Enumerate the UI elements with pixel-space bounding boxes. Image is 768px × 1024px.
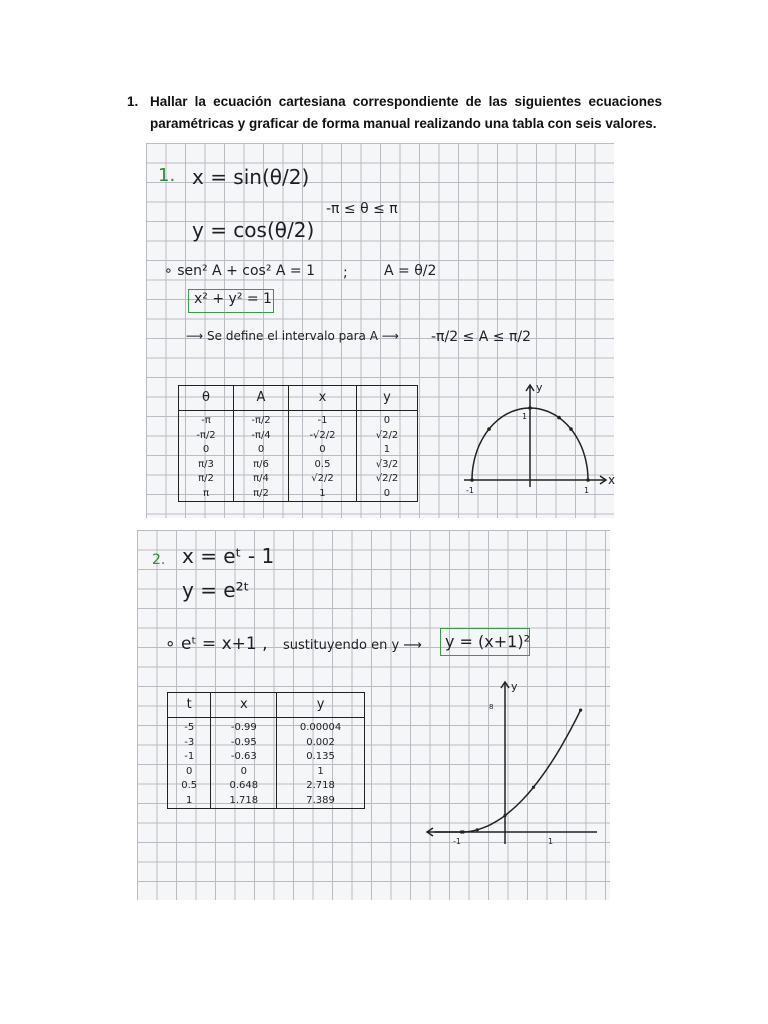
table-row — [179, 472, 418, 487]
table-row — [179, 429, 418, 444]
cartesian-result-2: y = (x+1)² — [445, 632, 530, 651]
data-point — [528, 406, 532, 410]
table-cell: √2/2 — [289, 472, 357, 487]
theta-range: -π ≤ θ ≤ π — [326, 201, 398, 217]
table-cell: 0 — [356, 487, 417, 502]
table-cell: 1 — [277, 765, 365, 780]
table-cell: 0.00004 — [277, 718, 365, 736]
table-row — [168, 779, 365, 794]
y-tick-8: 8 — [489, 703, 494, 711]
equation-x-2: x = eᵗ - 1 — [182, 544, 275, 568]
table-cell: √2/2 — [356, 472, 417, 487]
problem-1-header: θ — [179, 386, 234, 411]
table-cell: 1 — [168, 794, 211, 809]
table-cell: -π/2 — [179, 429, 234, 444]
interval-note: ⟶ Se define el intervalo para A ⟶ — [186, 329, 399, 343]
table-cell: 0.002 — [277, 736, 365, 751]
table-cell: 0.5 — [168, 779, 211, 794]
table-cell: -π/4 — [234, 429, 289, 444]
table-row — [168, 765, 365, 780]
table-cell: -0.99 — [211, 718, 277, 736]
table-cell: 1 — [289, 487, 357, 502]
parabola-curve — [435, 710, 581, 832]
problem-2-header: t — [168, 693, 211, 718]
table-cell: 7.389 — [277, 794, 365, 809]
problem-1-header: y — [356, 386, 417, 411]
table-cell: π/3 — [179, 458, 234, 473]
trig-identity: ∘ sen² A + cos² A = 1 — [164, 263, 315, 279]
interval: -π/2 ≤ A ≤ π/2 — [431, 329, 531, 345]
table-cell: 1.718 — [211, 794, 277, 809]
data-point — [569, 427, 573, 431]
table-cell: -0.95 — [211, 736, 277, 751]
question-number: 1. — [127, 94, 139, 109]
table-cell: 0 — [179, 443, 234, 458]
substitution-note: sustituyendo en y ⟶ — [283, 638, 422, 653]
problem-1-header: A — [234, 386, 289, 411]
table-cell: √3/2 — [356, 458, 417, 473]
table-2 — [167, 692, 365, 809]
x-axis-label: x — [608, 473, 616, 487]
equation-x: x = sin(θ/2) — [192, 165, 310, 189]
data-point — [470, 478, 474, 482]
x-tick-1-2: 1 — [548, 837, 554, 846]
y-axis-label: y — [536, 381, 543, 394]
problem-2-label: 2. — [152, 552, 166, 568]
table-cell: π/4 — [234, 472, 289, 487]
problem-2-header: y — [277, 693, 365, 718]
table-cell: -0.63 — [211, 750, 277, 765]
table-cell: -π — [179, 411, 234, 429]
substitution: A = θ/2 — [384, 263, 437, 279]
data-point — [476, 828, 479, 831]
problem-1-label: 1. — [158, 165, 176, 186]
table-row — [168, 794, 365, 809]
table-cell: -3 — [168, 736, 211, 751]
question-block — [127, 91, 662, 135]
table-cell: -√2/2 — [289, 429, 357, 444]
problem-2-photo — [137, 530, 610, 900]
data-point — [503, 814, 506, 817]
graph-1 — [456, 377, 616, 497]
parabola-points — [460, 709, 582, 834]
separator: ; — [343, 265, 348, 281]
table-cell: 0.135 — [277, 750, 365, 765]
table-cell: 0 — [168, 765, 211, 780]
table-cell: -π/2 — [234, 411, 289, 429]
cartesian-result: x² + y² = 1 — [194, 291, 272, 307]
graph-2 — [423, 678, 603, 848]
table-cell: 0 — [289, 443, 357, 458]
data-point — [462, 830, 465, 833]
data-point — [579, 709, 582, 712]
data-point — [586, 478, 590, 482]
y-axis-label-2: y — [511, 680, 518, 693]
table-cell: -5 — [168, 718, 211, 736]
table-cell: 1 — [356, 443, 417, 458]
y-tick-1: 1 — [522, 412, 528, 421]
table-cell: √2/2 — [356, 429, 417, 444]
data-point — [532, 786, 535, 789]
table-row — [179, 443, 418, 458]
table-cell: π/6 — [234, 458, 289, 473]
x-tick-neg1-2: -1 — [453, 837, 461, 846]
equation-y: y = cos(θ/2) — [192, 218, 315, 242]
problem-2-header: x — [211, 693, 277, 718]
problem-1-header: x — [289, 386, 357, 411]
table-cell: 2.718 — [277, 779, 365, 794]
data-point — [557, 416, 561, 420]
question-text: Hallar la ecuación cartesiana correspondiente de las siguientes ecuaciones paramétricas y graficar de forma manual realizando una tabla con seis valores. — [150, 94, 662, 131]
data-point — [487, 427, 491, 431]
table-row — [168, 736, 365, 751]
problem-1-photo — [146, 143, 614, 518]
table-row — [179, 487, 418, 502]
table-1 — [178, 385, 418, 502]
table-row — [179, 411, 418, 429]
table-cell: 0 — [211, 765, 277, 780]
table-cell: -1 — [289, 411, 357, 429]
x-tick-1: 1 — [584, 486, 590, 495]
table-cell: -1 — [168, 750, 211, 765]
table-cell: 0 — [234, 443, 289, 458]
x-tick-neg1: -1 — [466, 486, 474, 495]
table-cell: π — [179, 487, 234, 502]
identity-2: ∘ eᵗ = x+1 , — [165, 634, 268, 654]
equation-y-2: y = e²ᵗ — [182, 578, 250, 602]
table-cell: 0 — [356, 411, 417, 429]
table-cell: π/2 — [179, 472, 234, 487]
table-row — [168, 718, 365, 736]
table-row — [168, 750, 365, 765]
table-cell: π/2 — [234, 487, 289, 502]
table-cell: 0.648 — [211, 779, 277, 794]
table-row — [179, 458, 418, 473]
table-cell: 0.5 — [289, 458, 357, 473]
